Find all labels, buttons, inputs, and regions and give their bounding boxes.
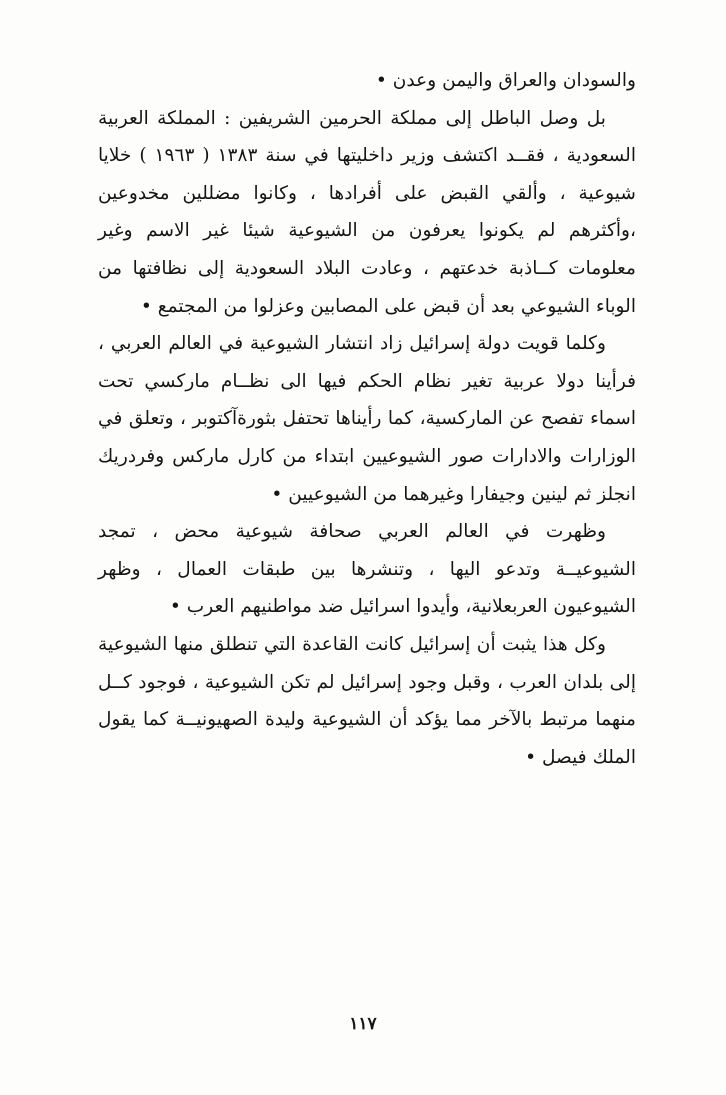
paragraph-4: وظهرت في العالم العربي صحافة شيوعية محض ، تمجد الشيوعيــة وتدعو اليها ، وتنشرها بين طبقات العمال ، وظهر الشيوعيون العربعلانية، وأيدوا اسرائيل ضد مواطنيهم العرب •: [98, 521, 636, 618]
page-body-text: [98, 62, 636, 776]
paragraph-3: وكلما قويت دولة إسرائيل زاد انتشار الشيوعية في العالم العربي ، فرأينا دولا عربية تغير نظام الحكم فيها الى نظــام ماركسي تحت اسماء تفصح عن الماركسية، كما رأيناها تحتفل بثورةآكتوبر ، وتعلق في الوزارات والادارات صور الشيوعيين ابتداء من كارل ماركس وفردريك انجلز ثم لينين وجيفارا وغيرهما من الشيوعيين •: [98, 333, 636, 505]
paragraph-5: وكل هذا يثبت أن إسرائيل كانت القاعدة التي تنطلق منها الشيوعية إلى بلدان العرب ، وقبل وجود إسرائيل لم تكن الشيوعية ، فوجود كــل منهما مرتبط بالآخر مما يؤكد أن الشيوعية وليدة الصهيونيــة كما يقول الملك فيصل •: [98, 633, 636, 768]
paragraph-1: والسودان والعراق واليمن وعدن •: [375, 70, 636, 91]
page-number: ١١٧: [349, 1014, 377, 1034]
paragraph-2: بل وصل الباطل إلى مملكة الحرمين الشريفين : المملكة العربية السعودية ، فقــد اكتشف وزير داخليتها في سنة ١٣٨٣ ( ١٩٦٣ ) خلايا شيوعية ، وألقي القبض على أفرادها ، وكانوا مضللين مخدوعين ،وأكثرهم لم يكونوا يعرفون من الشيوعية شيئا غير الاسم وغير معلومات كــاذبة خدعتهم ، وعادت البلاد السعودية إلى نظافتها من الوباء الشيوعي بعد أن قبض على المصابين وعزلوا من المجتمع •: [98, 107, 637, 317]
